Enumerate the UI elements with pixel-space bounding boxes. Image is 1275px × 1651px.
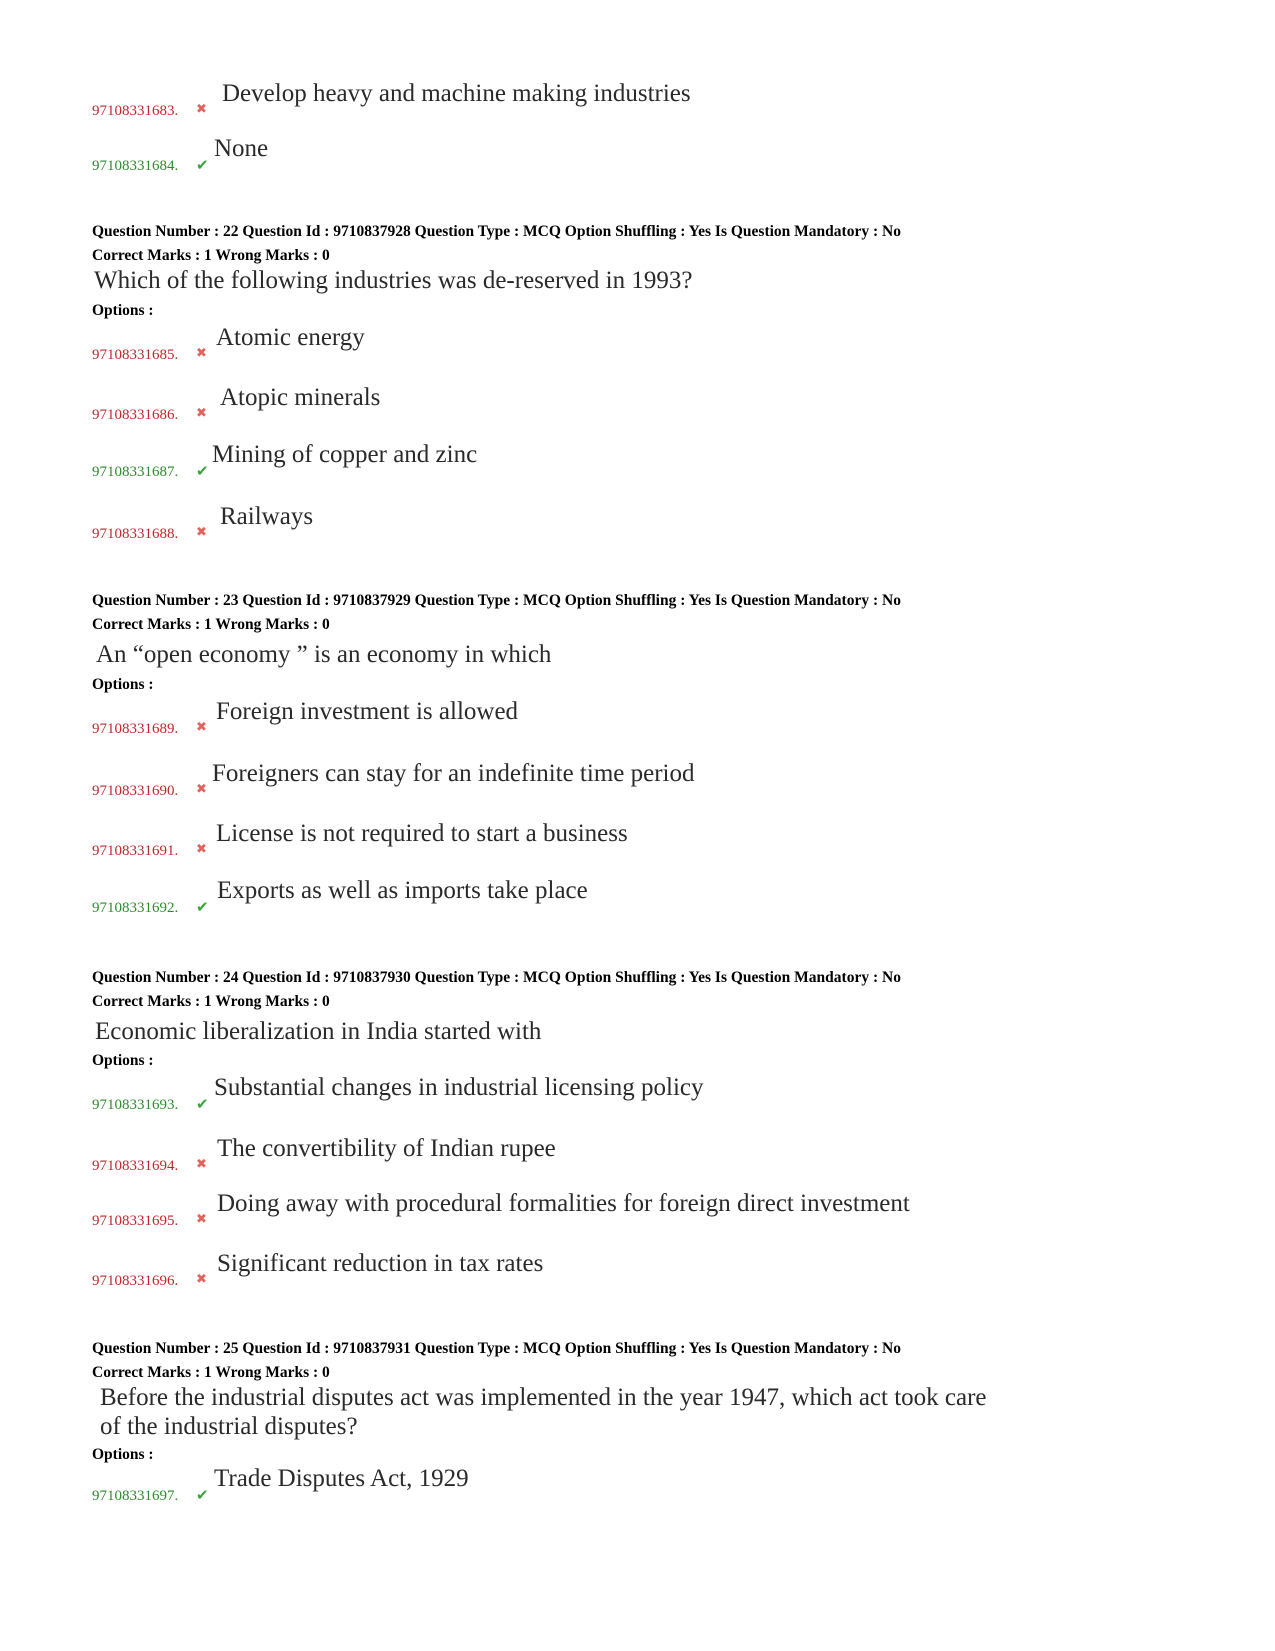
option-id: 97108331695. [92,1213,179,1229]
cross-icon: ✖ [196,720,207,735]
check-icon: ✔ [196,1486,209,1504]
option-text: The convertibility of Indian rupee [217,1135,556,1162]
question-meta-line: Question Number : 24 Question Id : 9710837930 Question Type : MCQ Option Shuffling : Yes Is Question Mandatory : No [92,969,901,986]
option-id: 97108331690. [92,783,179,799]
option-id: 97108331683. [92,103,179,119]
cross-icon: ✖ [196,346,207,361]
option-id: 97108331691. [92,843,179,859]
options-label: Options : [92,1446,154,1463]
question-meta-line: Question Number : 22 Question Id : 9710837928 Question Type : MCQ Option Shuffling : Yes Is Question Mandatory : No [92,223,901,240]
question-text-line: of the industrial disputes? [100,1413,358,1440]
option-id: 97108331686. [92,407,179,423]
cross-icon: ✖ [196,1272,207,1287]
question-text-line: Economic liberalization in India started with [95,1018,542,1045]
option-text: Railways [220,503,314,530]
question-meta [92,589,901,637]
option-text: Doing away with procedural formalities for foreign direct investment [217,1190,910,1217]
cross-icon: ✖ [196,406,207,421]
check-icon: ✔ [196,462,209,480]
question-text [96,640,551,669]
cross-icon: ✖ [196,782,207,797]
question-text [95,1017,541,1046]
option-text: Atopic minerals [220,384,381,411]
option-text: License is not required to start a business [216,820,628,847]
option-id: 97108331688. [92,526,179,542]
check-icon: ✔ [196,156,209,174]
question-meta [92,1337,901,1385]
option-text: Mining of copper and zinc [212,441,478,468]
option-text: None [214,135,269,162]
check-icon: ✔ [196,898,209,916]
option-text: Substantial changes in industrial licensing policy [214,1074,704,1101]
question-meta-line: Question Number : 25 Question Id : 9710837931 Question Type : MCQ Option Shuffling : Yes Is Question Mandatory : No [92,1340,901,1357]
option-id: 97108331684. [92,158,179,174]
option-text: Significant reduction in tax rates [217,1250,544,1277]
cross-icon: ✖ [196,102,207,117]
option-id: 97108331685. [92,347,179,363]
option-text: Trade Disputes Act, 1929 [214,1465,469,1492]
options-label: Options : [92,1052,154,1069]
option-id: 97108331694. [92,1158,179,1174]
question-meta-line: Question Number : 23 Question Id : 9710837929 Question Type : MCQ Option Shuffling : Yes Is Question Mandatory : No [92,592,901,609]
options-label: Options : [92,302,154,319]
option-text: Foreign investment is allowed [216,698,519,725]
question-text-line: Which of the following industries was de-reserved in 1993? [94,267,693,294]
cross-icon: ✖ [196,525,207,540]
check-icon: ✔ [196,1095,209,1113]
question-text [100,1383,987,1441]
option-text: Atomic energy [216,324,365,351]
question-text-line: Before the industrial disputes act was implemented in the year 1947, which act took care [100,1384,987,1411]
cross-icon: ✖ [196,842,207,857]
option-text: Develop heavy and machine making industries [222,80,691,107]
option-id: 97108331692. [92,900,179,916]
cross-icon: ✖ [196,1212,207,1227]
options-label: Options : [92,676,154,693]
option-id: 97108331697. [92,1488,179,1504]
marks-line: Correct Marks : 1 Wrong Marks : 0 [92,616,330,633]
option-id: 97108331696. [92,1273,179,1289]
question-text-line: An “open economy ” is an economy in which [96,641,552,668]
marks-line: Correct Marks : 1 Wrong Marks : 0 [92,1364,330,1381]
marks-line: Correct Marks : 1 Wrong Marks : 0 [92,247,330,264]
cross-icon: ✖ [196,1157,207,1172]
question-meta [92,220,901,268]
option-id: 97108331689. [92,721,179,737]
option-text: Exports as well as imports take place [217,877,588,904]
option-id: 97108331687. [92,464,179,480]
question-text [94,266,692,295]
marks-line: Correct Marks : 1 Wrong Marks : 0 [92,993,330,1010]
option-id: 97108331693. [92,1097,179,1113]
option-text: Foreigners can stay for an indefinite time period [212,760,695,787]
question-meta [92,966,901,1014]
